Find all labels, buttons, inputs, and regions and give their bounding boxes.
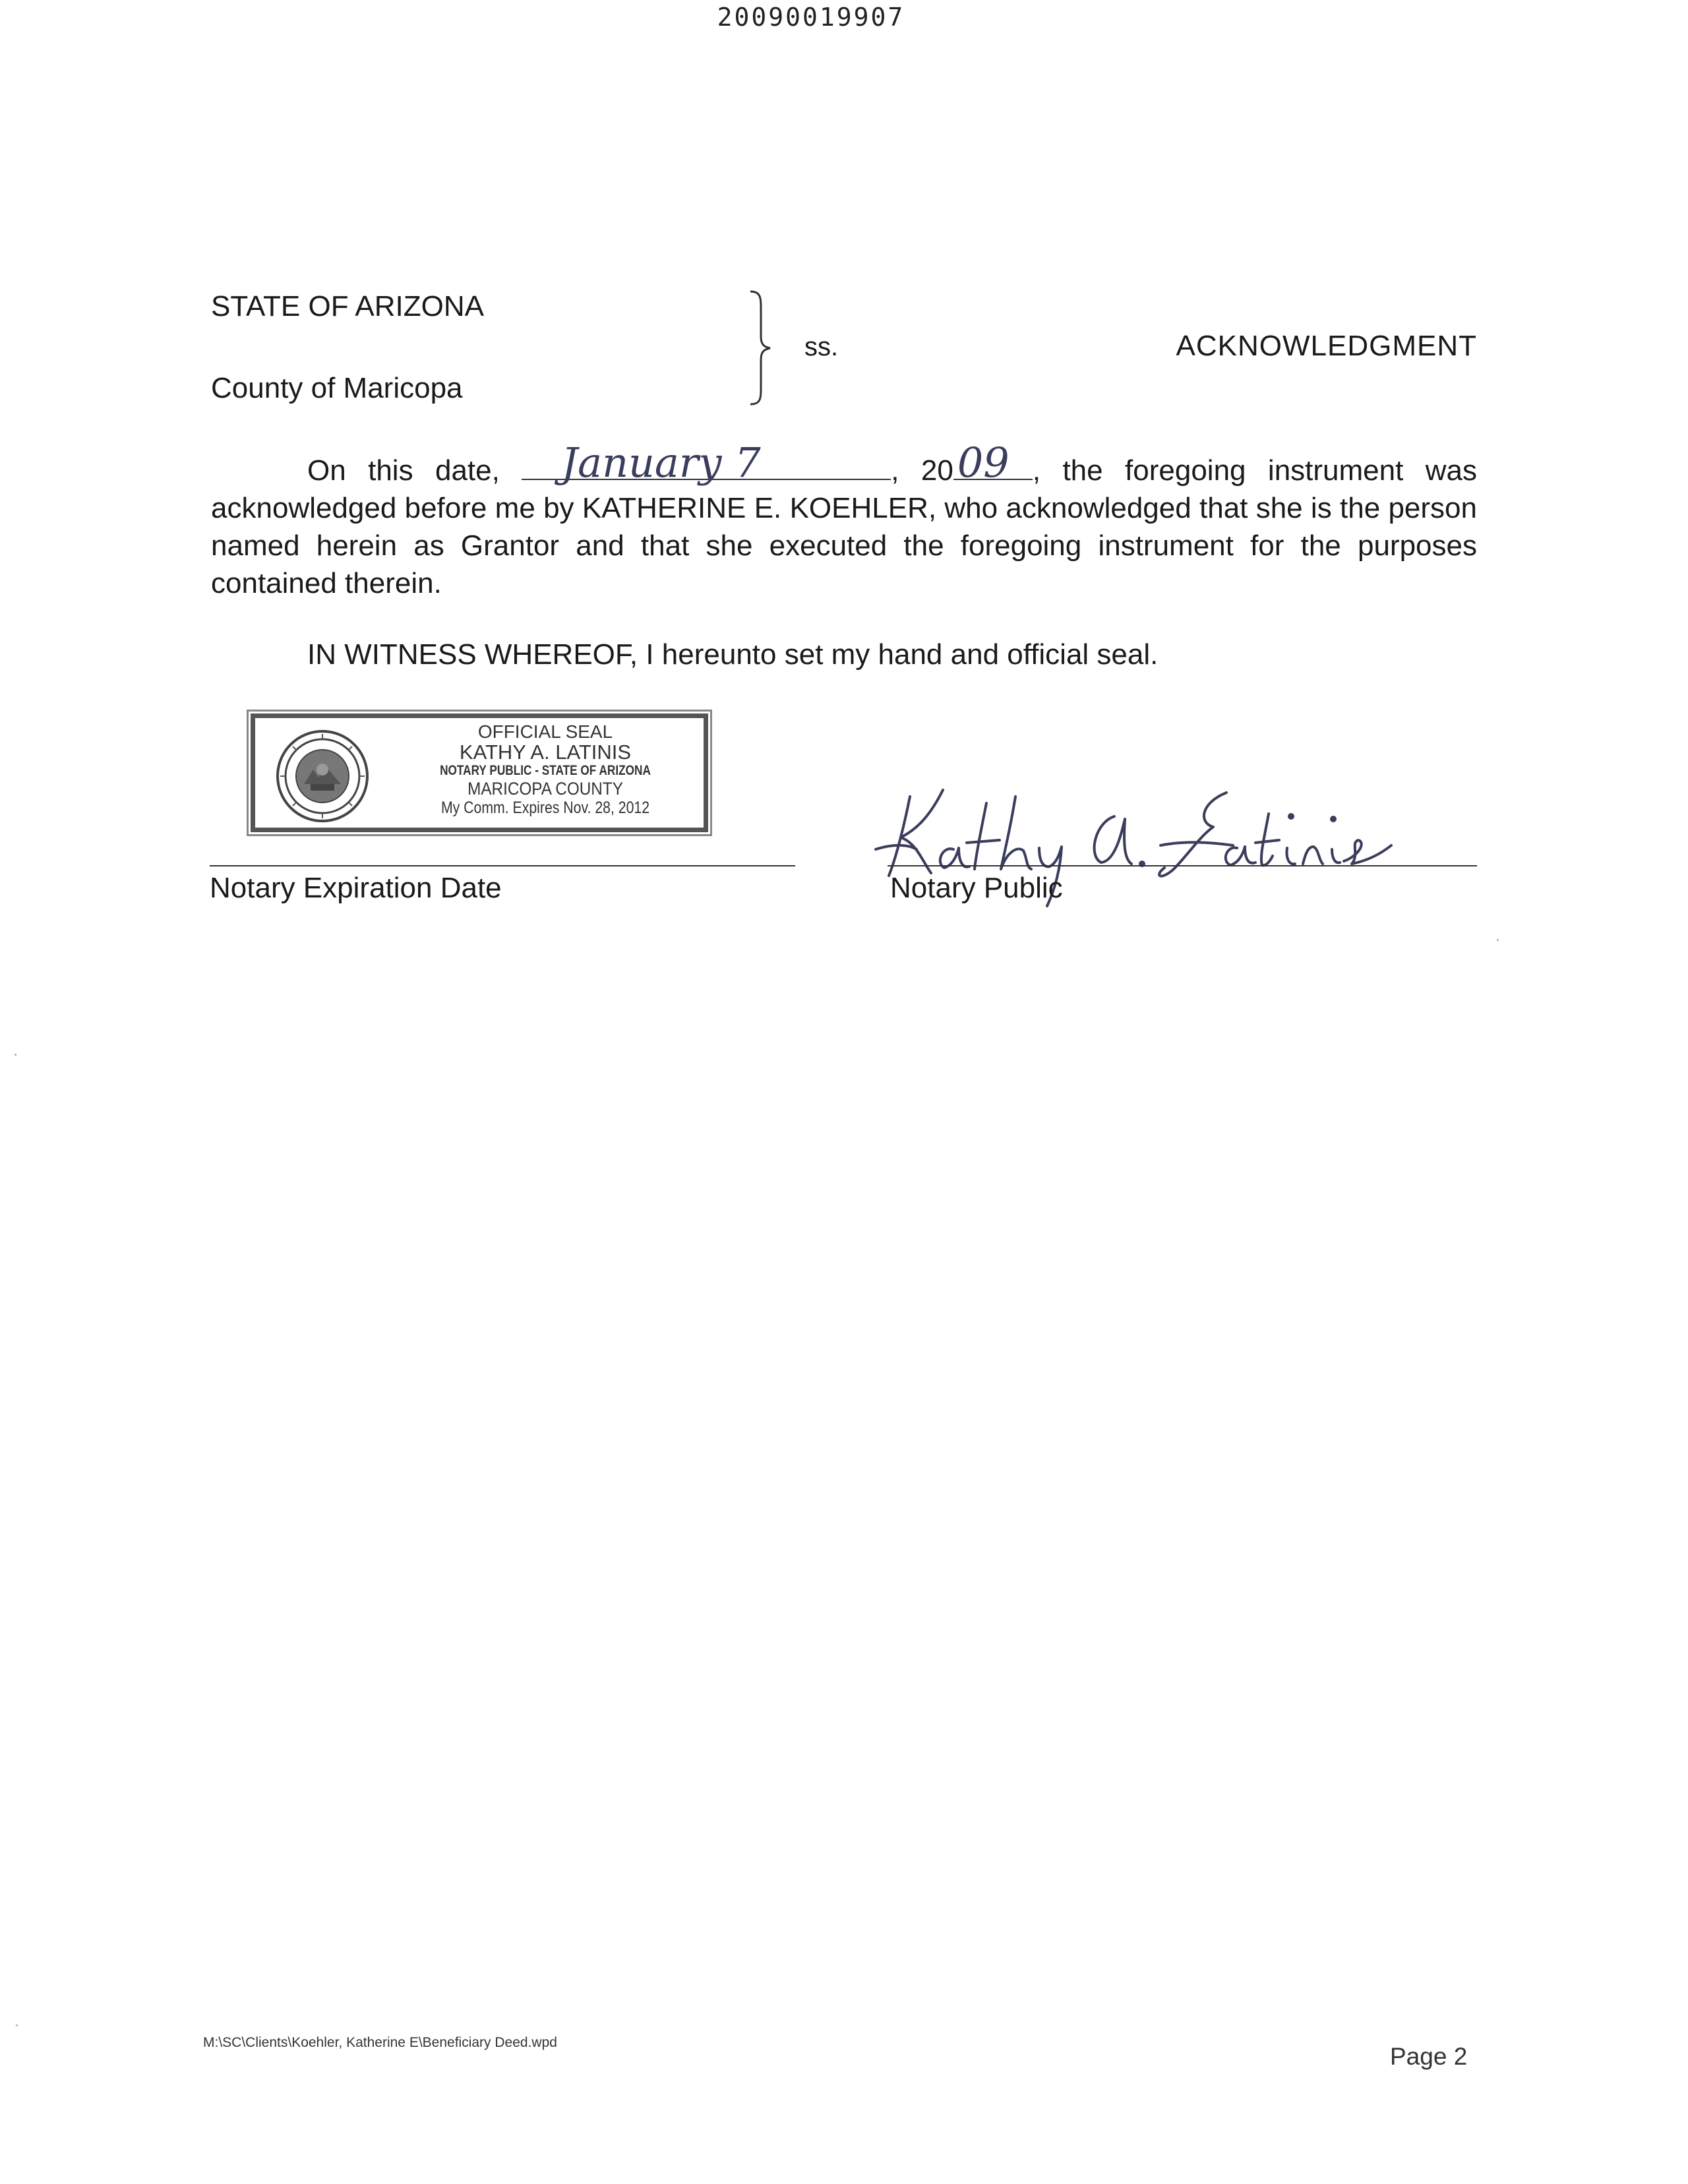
seal-notary-name: KATHY A. LATINIS [459,741,632,764]
notary-expiration-label: Notary Expiration Date [210,872,502,904]
handwritten-year: 09 [957,439,1010,487]
scan-speck [16,2024,18,2026]
comma-20-text: , 20 [891,454,953,487]
document-number: 20090019907 [717,3,905,32]
seal-commission-expiry: My Comm. Expires Nov. 28, 2012 [440,799,650,817]
year-blank [953,439,1033,487]
venue-county: County of Maricopa [211,372,463,404]
seal-notary-state: NOTARY PUBLIC - STATE OF ARIZONA [440,763,651,778]
page-number: Page 2 [1390,2043,1468,2070]
venue-ss: ss. [804,332,839,361]
acknowledgment-text: , the foregoing instrument was acknowledged before me by KATHERINE E. KOEHLER, who acknowledged that she is the person named herein as Grantor and that she executed the foregoing instrument for the purposes contained therein. [211,454,1477,599]
on-this-date-text: On this date, [307,454,500,487]
document-title: ACKNOWLEDGMENT [1176,330,1477,362]
scan-speck [15,1054,16,1056]
handwritten-date: January 7 [561,439,761,487]
scan-speck [1497,939,1499,941]
witness-clause: IN WITNESS WHEREOF, I hereunto set my hand and official seal. [307,638,1159,671]
notary-signature-line [888,865,1477,866]
notary-seal-stamp [251,713,708,832]
seal-text [407,722,684,817]
state-seal-icon [275,729,370,824]
seal-county: MARICOPA COUNTY [467,779,623,799]
venue-block [211,290,1477,409]
venue-state: STATE OF ARIZONA [211,290,484,322]
curly-brace-icon [746,290,773,406]
seal-title: OFFICIAL SEAL [477,721,613,742]
date-blank [522,439,891,487]
acknowledgment-paragraph [211,439,1477,602]
expiration-date-line [210,865,795,866]
footer-file-path: M:\SC\Clients\Koehler, Katherine E\Beneficiary Deed.wpd [203,2035,557,2050]
notary-public-label: Notary Public [890,872,1063,904]
